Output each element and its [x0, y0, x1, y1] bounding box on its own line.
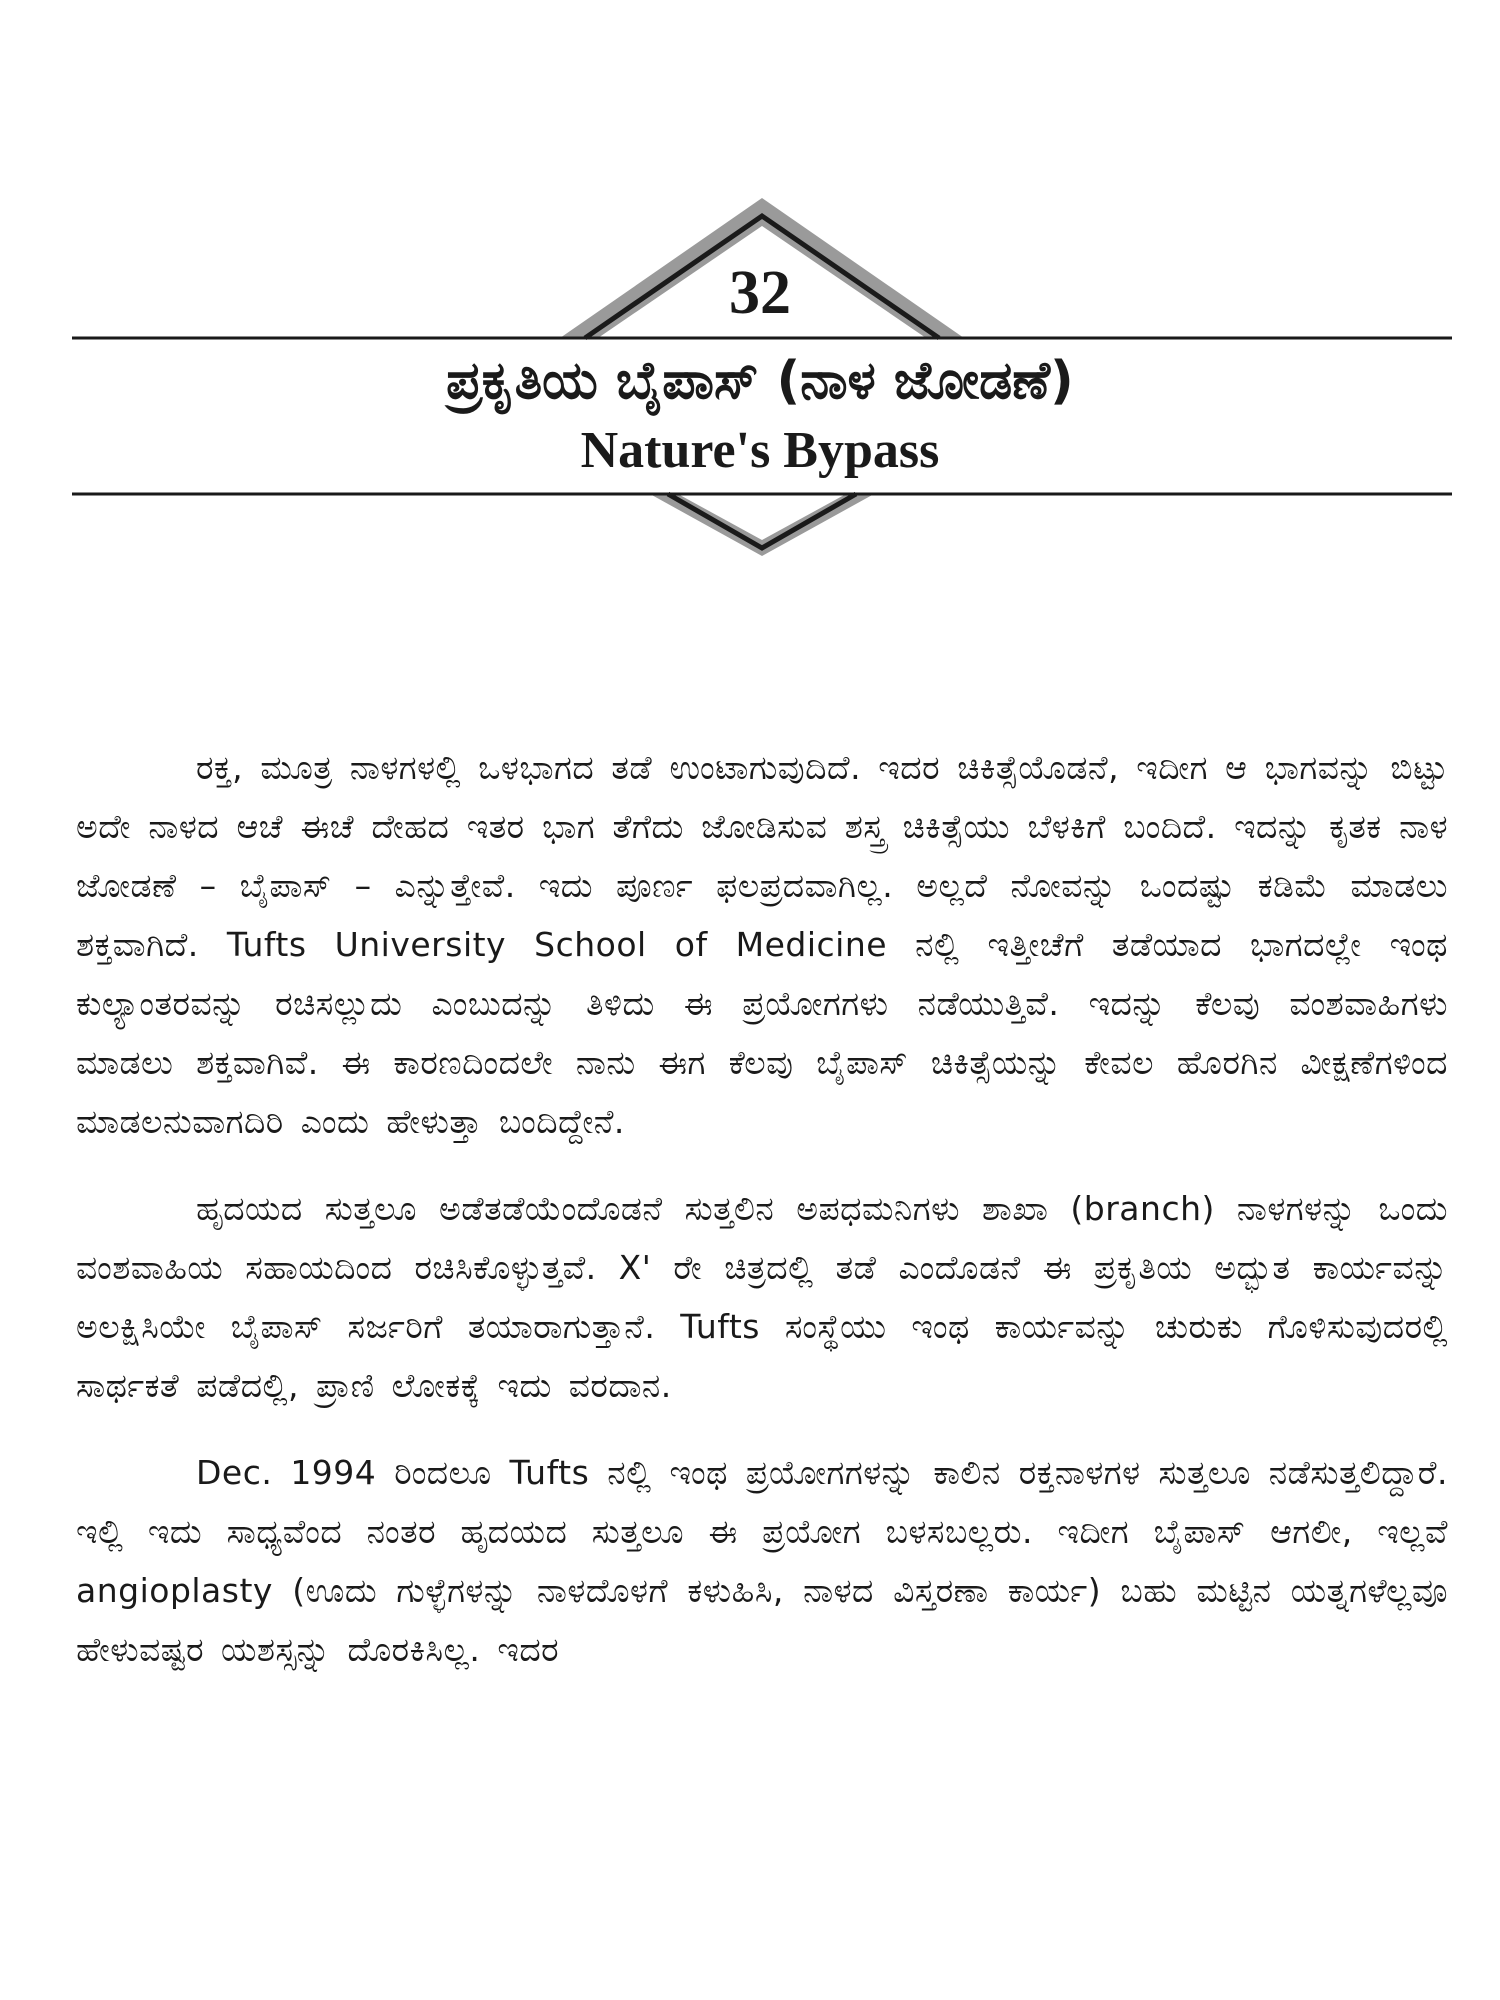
diamond-lower-outline: [668, 494, 856, 548]
chapter-title-english: Nature's Bypass: [580, 422, 940, 479]
body-paragraph: ಹೃದಯದ ಸುತ್ತಲೂ ಅಡೆತಡೆಯೆಂದೊಡನೆ ಸುತ್ತಲಿನ ಅಪಧಮನಿಗಳು ಶಾಖಾ (branch) ನಾಳಗಳನ್ನು ಒಂದು ವಂಶವಾಹಿಯ ಸಹಾಯದಿಂದ ರಚಿಸಿಕೊಳ್ಳುತ್ತವೆ. X' ರೇ ಚಿತ್ರದಲ್ಲಿ ತಡೆ ಎಂದೊಡನೆ ಈ ಪ್ರಕೃತಿಯ ಅದ್ಭುತ ಕಾರ್ಯವನ್ನು ಅಲಕ್ಷಿಸಿಯೇ ಬೈಪಾಸ್ ಸರ್ಜರಿಗೆ ತಯಾರಾಗುತ್ತಾನೆ. Tufts ಸಂಸ್ಥೆಯು ಇಂಥ ಕಾರ್ಯವನ್ನು ಚುರುಕು ಗೊಳಿಸುವುದರಲ್ಲಿ ಸಾರ್ಥಕತೆ ಪಡೆದಲ್ಲಿ, ಪ್ರಾಣಿ ಲೋಕಕ್ಕೆ ಇದು ವರದಾನ.: [76, 1189, 1448, 1405]
chapter-body: [76, 738, 1448, 1707]
body-paragraph: Dec. 1994 ರಿಂದಲೂ Tufts ನಲ್ಲಿ ಇಂಥ ಪ್ರಯೋಗಗಳನ್ನು ಕಾಲಿನ ರಕ್ತನಾಳಗಳ ಸುತ್ತಲೂ ನಡೆಸುತ್ತಲಿದ್ದಾರೆ. ಇಲ್ಲಿ ಇದು ಸಾಧ್ಯವೆಂದ ನಂತರ ಹೃದಯದ ಸುತ್ತಲೂ ಈ ಪ್ರಯೋಗ ಬಳಸಬಲ್ಲರು. ಇದೀಗ ಬೈಪಾಸ್ ಆಗಲೀ, ಇಲ್ಲವೆ angioplasty (ಊದು ಗುಳ್ಳೆಗಳನ್ನು ನಾಳದೊಳಗೆ ಕಳುಹಿಸಿ, ನಾಳದ ವಿಸ್ತರಣಾ ಕಾರ್ಯ) ಬಹು ಮಟ್ಟಿನ ಯತ್ನಗಳೆಲ್ಲವೂ ಹೇಳುವಷ್ಟರ ಯಶಸ್ಸನ್ನು ದೊರಕಿಸಿಲ್ಲ. ಇದರ: [76, 1453, 1448, 1669]
chapter-number: 32: [729, 259, 791, 327]
body-paragraph: ರಕ್ತ, ಮೂತ್ರ ನಾಳಗಳಲ್ಲಿ ಒಳಭಾಗದ ತಡೆ ಉಂಟಾಗುವುದಿದೆ. ಇದರ ಚಿಕಿತ್ಸೆಯೊಡನೆ, ಇದೀಗ ಆ ಭಾಗವನ್ನು ಬಿಟ್ಟು ಅದೇ ನಾಳದ ಆಚೆ ಈಚೆ ದೇಹದ ಇತರ ಭಾಗ ತೆಗೆದು ಜೋಡಿಸುವ ಶಸ್ತ್ರ ಚಿಕಿತ್ಸೆಯು ಬೆಳಕಿಗೆ ಬಂದಿದೆ. ಇದನ್ನು ಕೃತಕ ನಾಳ ಜೋಡಣೆ – ಬೈಪಾಸ್ – ಎನ್ನುತ್ತೇವೆ. ಇದು ಪೂರ್ಣ ಫಲಪ್ರದವಾಗಿಲ್ಲ. ಅಲ್ಲದೆ ನೋವನ್ನು ಒಂದಷ್ಟು ಕಡಿಮೆ ಮಾಡಲು ಶಕ್ತವಾಗಿದೆ. Tufts University School of Medicine ನಲ್ಲಿ ಇತ್ತೀಚೆಗೆ ತಡೆಯಾದ ಭಾಗದಲ್ಲೇ ಇಂಥ ಕುಲ್ಯಾಂತರವನ್ನು ರಚಿಸಲ್ಲುದು ಎಂಬುದನ್ನು ತಿಳಿದು ಈ ಪ್ರಯೋಗಗಳು ನಡೆಯುತ್ತಿವೆ. ಇದನ್ನು ಕೆಲವು ವಂಶವಾಹಿಗಳು ಮಾಡಲು ಶಕ್ತವಾಗಿವೆ. ಈ ಕಾರಣದಿಂದಲೇ ನಾನು ಈಗ ಕೆಲವು ಬೈಪಾಸ್ ಚಿಕಿತ್ಸೆಯನ್ನು ಕೇವಲ ಹೊರಗಿನ ವೀಕ್ಷಣೆಗಳಿಂದ ಮಾಡಲನುವಾಗದಿರಿ ಎಂದು ಹೇಳುತ್ತಾ ಬಂದಿದ್ದೇನೆ.: [76, 748, 1448, 1141]
chapter-title-kannada: ಪ್ರಕೃತಿಯ ಬೈಪಾಸ್ (ನಾಳ ಜೋಡಣೆ): [446, 351, 1074, 411]
